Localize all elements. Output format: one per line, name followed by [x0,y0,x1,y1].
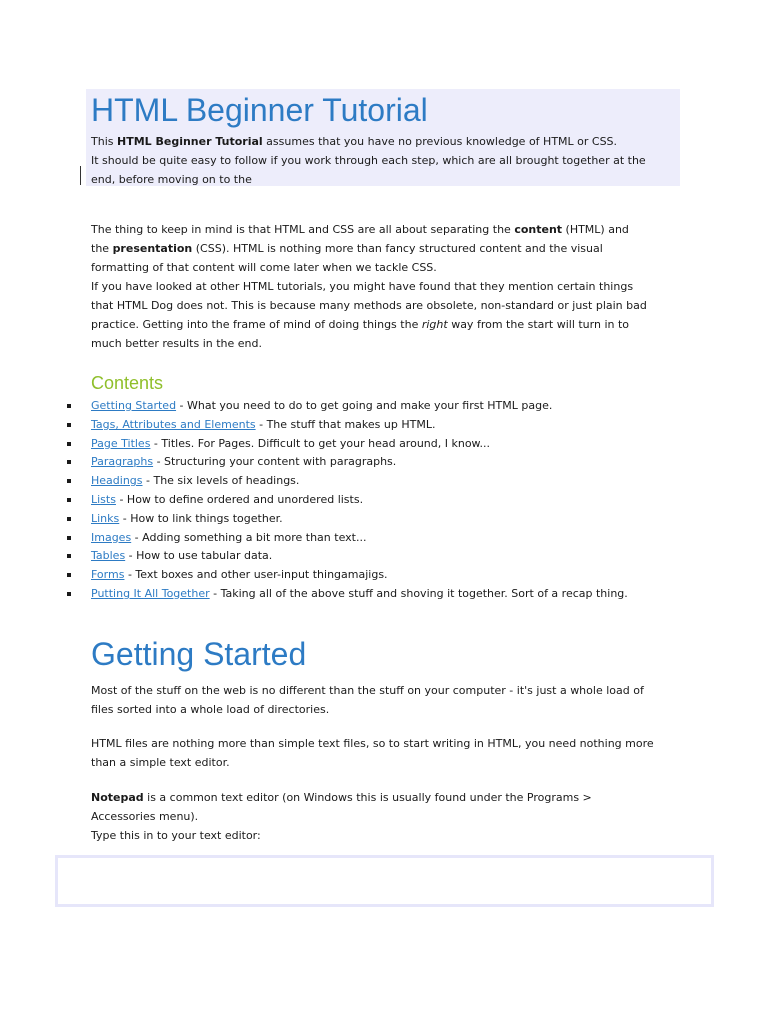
toc-link[interactable]: Lists [91,492,116,506]
paragraph-line [91,239,681,258]
bullet-icon [67,573,71,577]
getting-started-paragraph-2 [91,734,681,772]
paragraph-line: Accessories menu). [91,810,199,823]
paragraph-line [91,220,681,239]
toc-link[interactable]: Putting It All Together [91,586,210,600]
bullet-icon [67,442,71,446]
paragraph-line: Most of the stuff on the web is no different than the stuff on your computer - it's just a whole load of [91,684,644,697]
toc-description: - The six levels of headings. [142,474,300,488]
paragraph-line: files sorted into a whole load of directories. [91,703,330,716]
getting-started-paragraph-3 [91,788,681,845]
toc-link[interactable]: Links [91,511,120,525]
list-item [0,566,768,585]
page-title: HTML Beginner Tutorial [91,92,428,128]
text-run: is a common text editor (on Windows this is usually found under the Programs > [143,791,592,804]
text-run: the [91,242,113,255]
paragraph-line: If you have looked at other HTML tutorials, you might have found that they mention certain things [91,280,634,293]
text-run: (CSS). HTML is nothing more than fancy structured content and the visual [192,242,603,255]
toc-description: - The stuff that makes up HTML. [255,417,436,431]
code-example-box [55,855,714,907]
contents-heading: Contents [91,373,164,393]
toc-description: - Taking all of the above stuff and shoving it together. Sort of a recap thing. [209,586,628,600]
intro-line: end, before moving on to the [91,173,252,186]
list-item [0,510,768,529]
bullet-icon [67,460,71,464]
toc-description: - What you need to do to get going and make your first HTML page. [176,399,553,412]
bullet-icon [67,498,71,502]
getting-started-paragraph-1 [91,681,681,719]
toc-link[interactable]: Tags, Attributes and Elements [91,417,256,431]
toc-link[interactable]: Page Titles [91,436,151,450]
bullet-icon [67,404,71,408]
toc-description: - Adding something a bit more than text... [131,530,367,544]
text-cursor [80,166,81,185]
paragraph-line [91,788,681,807]
intro-paragraph [91,132,681,189]
toc-link[interactable]: Getting Started [91,399,177,412]
toc-description: - How to use tabular data. [125,549,273,563]
bullet-icon [67,536,71,540]
intro-line [91,132,681,151]
text-run: This [91,135,117,148]
list-item [0,453,768,472]
bold-text: presentation [112,242,193,255]
bold-text: Notepad [91,791,144,804]
list-item [0,585,768,604]
list-item [0,529,768,548]
list-item [0,491,768,510]
toc-link[interactable]: Images [91,530,132,544]
text-run: The thing to keep in mind is that HTML and CSS are all about separating the [91,223,515,236]
text-run: way from the start will turn in to [447,318,630,331]
bullet-icon [67,423,71,427]
text-run: practice. Getting into the frame of mind of doing things the [91,318,422,331]
toc-description: - Text boxes and other user-input thingamajigs. [124,568,388,582]
list-item [0,397,768,416]
toc-description: - How to link things together. [119,511,283,525]
bullet-icon [67,479,71,483]
text-run: (HTML) and [562,223,629,236]
paragraph-line: much better results in the end. [91,337,263,350]
list-item [0,472,768,491]
list-item [0,416,768,435]
paragraph-line: formatting of that content will come later when we tackle CSS. [91,261,437,274]
separation-paragraph [91,220,681,353]
toc-description: - Titles. For Pages. Difficult to get your head around, I know... [150,436,491,450]
list-item [0,547,768,566]
getting-started-heading: Getting Started [91,636,307,672]
paragraph-line: than a simple text editor. [91,756,230,769]
contents-list [0,397,768,604]
bold-text: HTML Beginner Tutorial [116,135,263,148]
paragraph-line: HTML files are nothing more than simple text files, so to start writing in HTML, you need nothing more [91,737,654,750]
italic-text: right [421,318,448,331]
toc-description: - Structuring your content with paragraphs. [153,455,397,469]
toc-link[interactable]: Forms [91,568,125,582]
bold-text: content [514,223,563,236]
intro-line: It should be quite easy to follow if you work through each step, which are all brought together at the [91,154,646,167]
paragraph-line [91,315,681,334]
text-run: assumes that you have no previous knowledge of HTML or CSS. [262,135,618,148]
bullet-icon [67,517,71,521]
toc-link[interactable]: Paragraphs [91,455,154,469]
toc-description: - How to define ordered and unordered lists. [115,492,364,506]
bullet-icon [67,592,71,596]
toc-link[interactable]: Headings [91,474,143,488]
bullet-icon [67,554,71,558]
toc-link[interactable]: Tables [91,549,126,563]
paragraph-line: Type this in to your text editor: [91,829,261,842]
paragraph-line: that HTML Dog does not. This is because many methods are obsolete, non-standard or just plain bad [91,299,647,312]
list-item [0,435,768,454]
